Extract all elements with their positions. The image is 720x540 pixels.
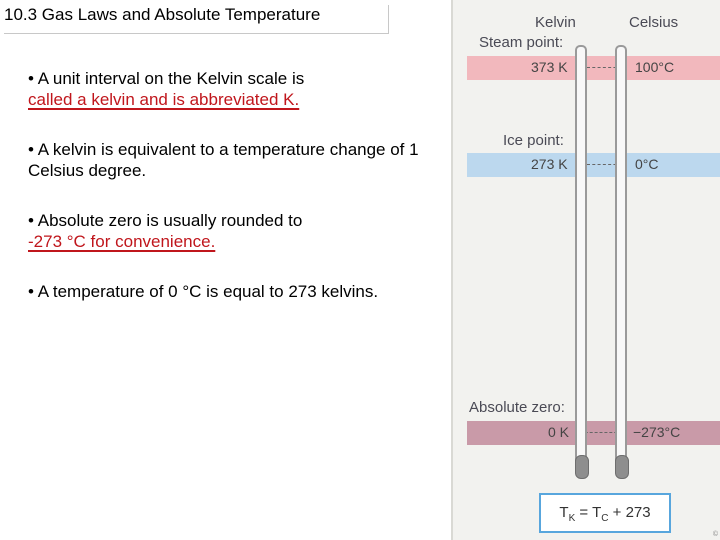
bullet-kelvin-unit (28, 68, 428, 110)
celsius-header: Celsius (629, 14, 679, 31)
bullet-highlight: called a kelvin and is abbreviated K. (28, 90, 300, 109)
absolute-zero-label: Absolute zero: (469, 399, 565, 416)
bullet-absolute-zero (28, 210, 428, 252)
ice-point-label: Ice point: (503, 132, 564, 149)
copyright-mark: © (712, 531, 718, 538)
bullet-list (28, 68, 428, 331)
formula-tk: T (559, 504, 569, 521)
bullet-text: • Absolute zero is usually rounded to (28, 211, 303, 230)
bullet-kelvin-equivalence (28, 139, 428, 181)
ice-point-band (467, 153, 720, 177)
steam-point-kelvin: 373 K (531, 59, 568, 75)
formula-plus-273: + 273 (608, 504, 651, 521)
conversion-formula (539, 493, 671, 533)
slide-title: 10.3 Gas Laws and Absolute Temperature (4, 5, 389, 34)
absolute-zero-kelvin: 0 K (548, 424, 570, 440)
celsius-thermometer-bulb (615, 455, 629, 479)
kelvin-thermometer-tube (575, 45, 587, 467)
bullet-text: • A kelvin is equivalent to a temperature change of 1 Celsius degree. (28, 140, 419, 180)
steam-point-label: Steam point: (479, 34, 564, 51)
formula-tc: T (592, 504, 602, 521)
thermometer-figure (451, 0, 720, 540)
bullet-text: • A unit interval on the Kelvin scale is (28, 69, 305, 88)
ice-point-celsius: 0°C (635, 156, 659, 172)
steam-point-band (467, 56, 720, 80)
formula-tk-sub: K (568, 513, 576, 524)
formula-tc-sub: C (601, 513, 609, 524)
kelvin-thermometer-bulb (575, 455, 589, 479)
bullet-highlight: -273 °C for convenience. (28, 232, 216, 251)
absolute-zero-band (467, 421, 720, 445)
celsius-thermometer-tube (615, 45, 627, 467)
bullet-text: • A temperature of 0 °C is equal to 273 kelvins. (28, 282, 379, 301)
bullet-zero-celsius (28, 281, 428, 302)
kelvin-header: Kelvin (535, 14, 576, 31)
formula-equals: = (575, 504, 593, 521)
steam-point-celsius: 100°C (635, 59, 675, 75)
ice-point-kelvin: 273 K (531, 156, 568, 172)
absolute-zero-celsius: −273°C (633, 424, 681, 440)
